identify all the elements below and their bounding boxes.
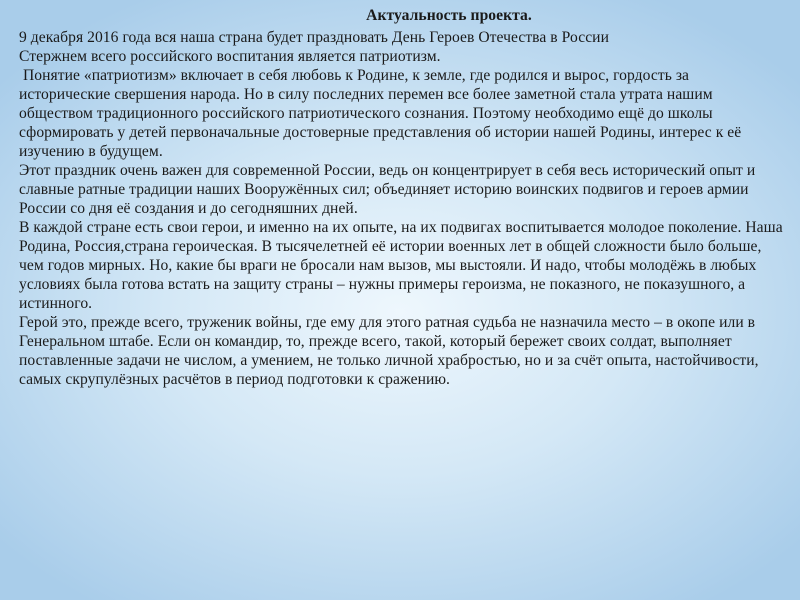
slide-content xyxy=(19,4,784,389)
paragraph-patriotism-core: Стержнем всего российского воспитания является патриотизм. xyxy=(19,48,441,65)
slide-title: Актуальность проекта. xyxy=(366,7,532,24)
paragraph-heroes-generation: В каждой стране есть свои герои, и именно на их опыте, на их подвигах воспитывается молодое поколение. Наша Родина, Россия,страна героическая. В тысячелетней её истории военных лет в общей сложности было больше, чем годов мирных. Но, какие бы враги не бросали нам вызов, мы выстояли. И надо, чтобы молодёжь в любых условиях была готова встать на защиту страны – нужны примеры героизма, не показного, не показушного, а истинного. xyxy=(19,219,783,312)
paragraph-hero-definition: Герой это, прежде всего, труженик войны, где ему для этого ратная судьба не назначила место – в окопе или в Генеральном штабе. Если он командир, то, прежде всего, такой, который бережет своих солдат, выполняет поставленные задачи не числом, а умением, не только личной храбростью, но и за счёт опыта, настойчивости, самых скрупулёзных расчётов в период подготовки к сражению. xyxy=(19,314,759,388)
paragraph-patriotism-concept: Понятие «патриотизм» включает в себя любовь к Родине, к земле, где родился и вырос, гордость за исторические свершения народа. Но в силу последних перемен все более заметной стала утрата нашим обществом традиционного российского патриотического сознания. Поэтому необходимо ещё до школы сформировать у детей первоначальные достоверные представления об истории нашей Родины, интерес к её изучению в будущем. xyxy=(19,67,746,160)
paragraph-holiday-importance: Этот праздник очень важен для современной России, ведь он концентрирует в себя весь исторический опыт и славные ратные традиции наших Вооружённых сил; объединяет историю воинских подвигов и героев армии России со дня её создания и до сегодняшних дней. xyxy=(19,162,756,217)
paragraph-holiday-date: 9 декабря 2016 года вся наша страна будет праздновать День Героев Отечества в России xyxy=(19,29,609,46)
